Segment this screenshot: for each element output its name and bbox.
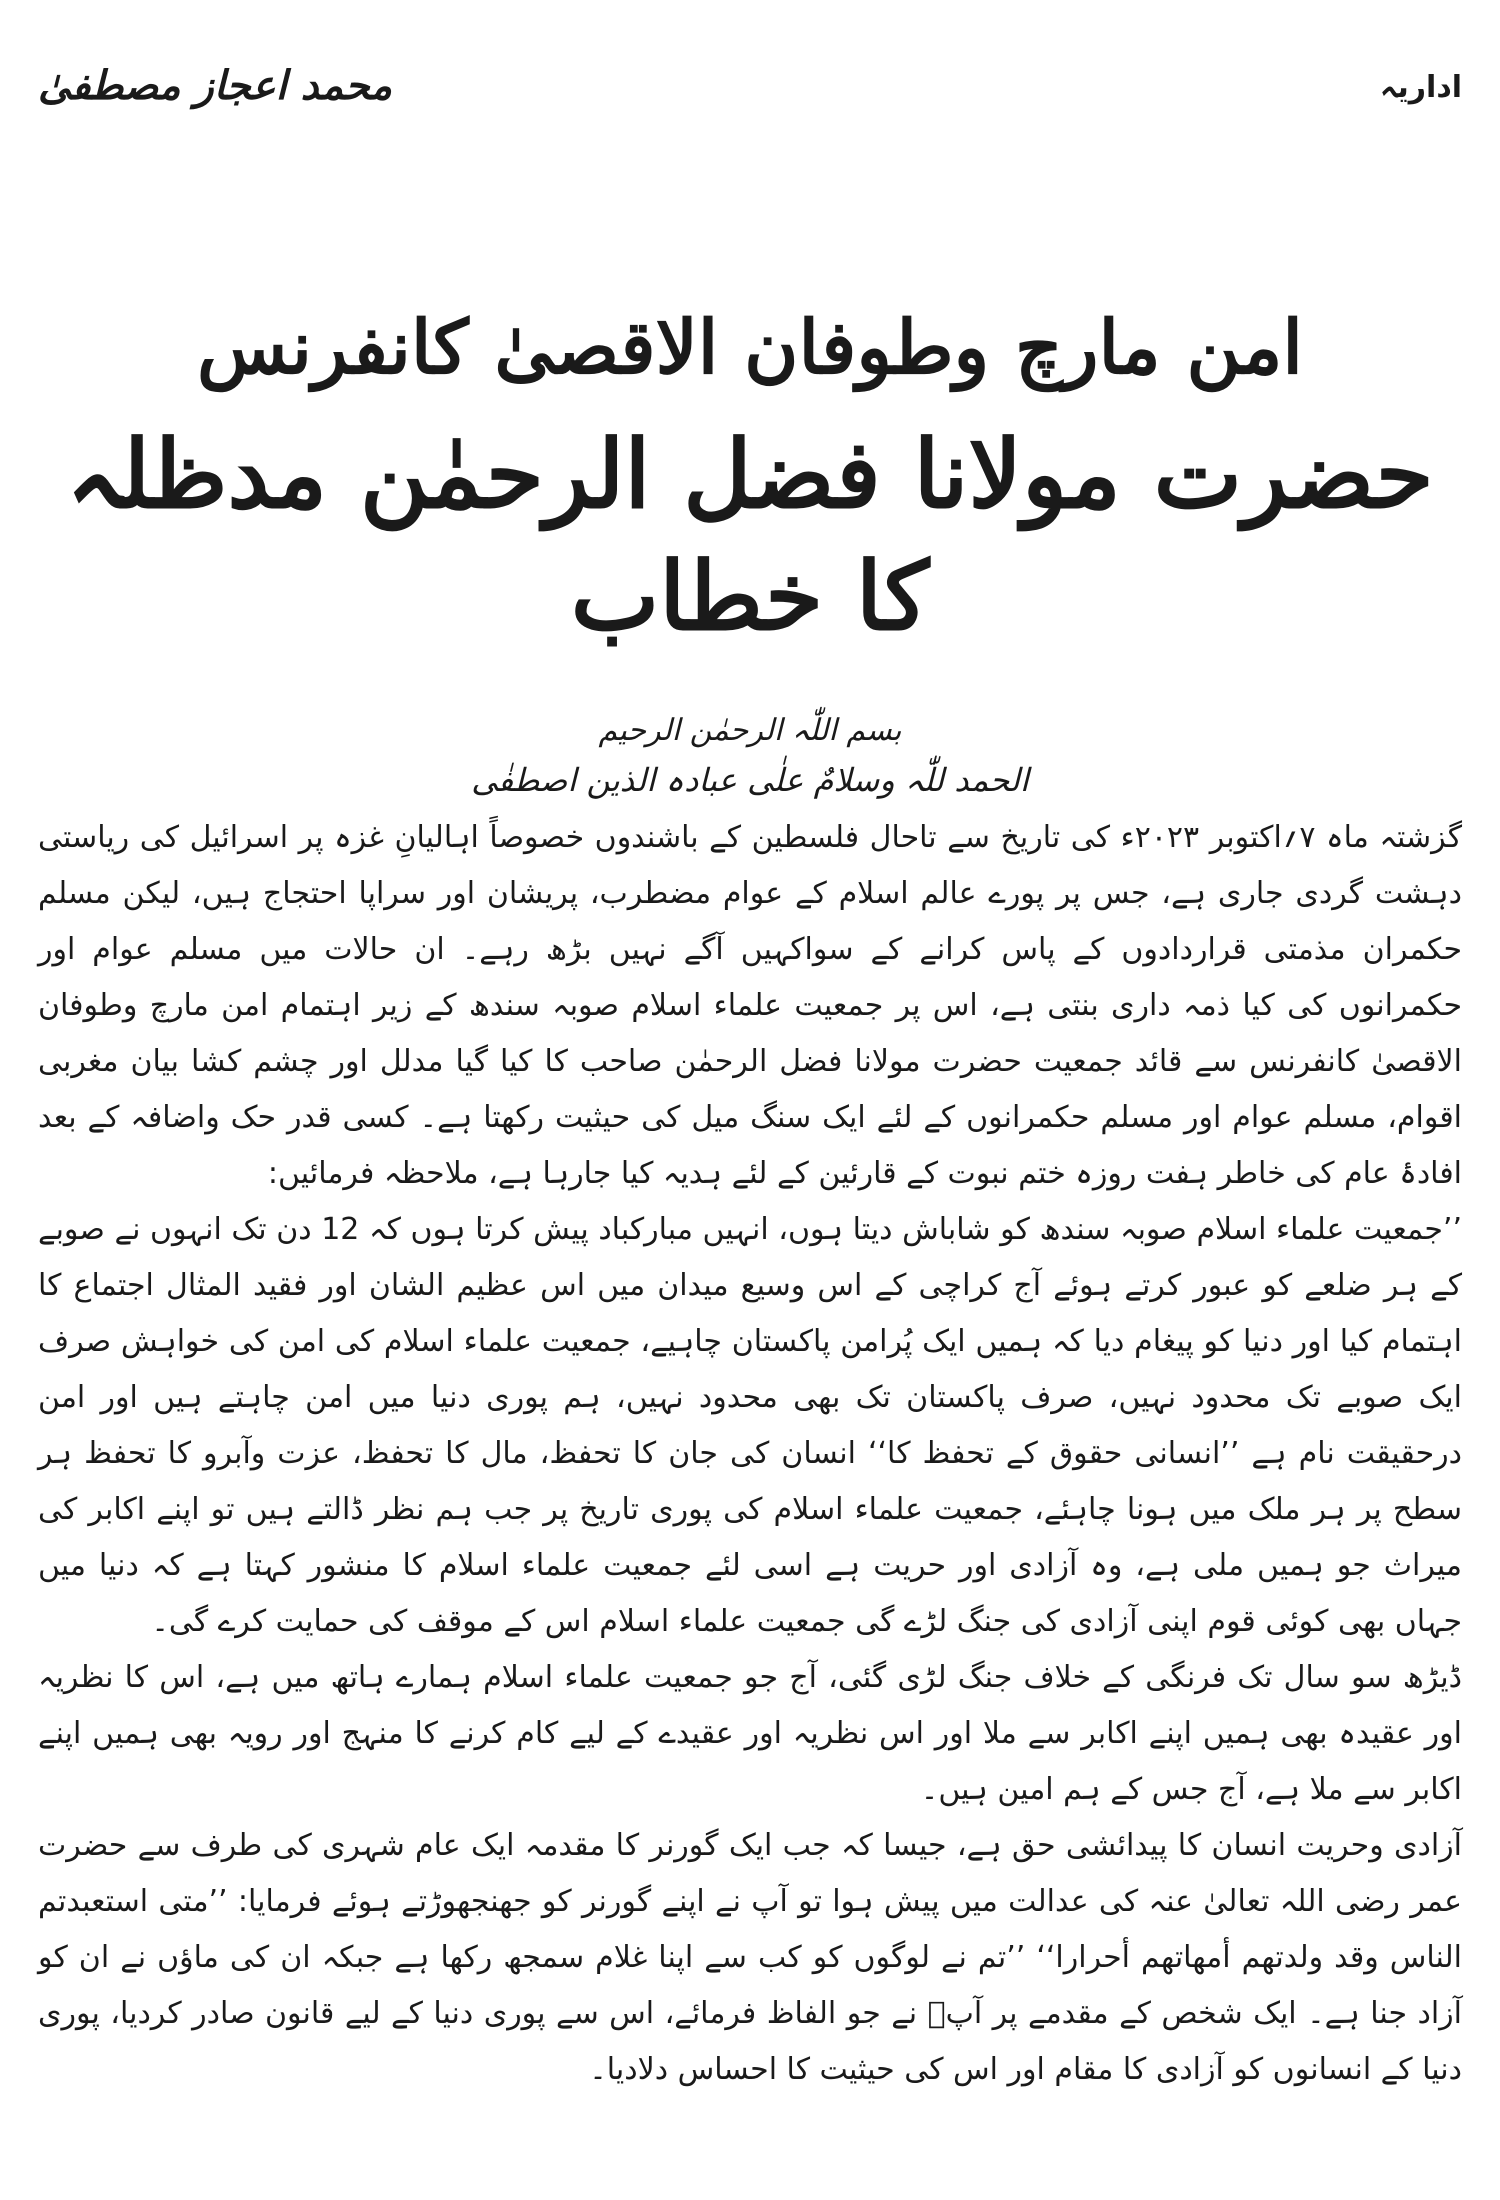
author-name: محمد اعجاز مصطفیٰ — [38, 62, 393, 109]
article-title-line-2: حضرت مولانا فضل الرحمٰن مدظلہ کا خطاب — [66, 420, 1434, 653]
paragraph: گزشتہ ماہ ۷؍اکتوبر ۲۰۲۳ء کی تاریخ سے تاحال فلسطین کے باشندوں خصوصاً اہالیانِ غزہ پر اسرائیل کی ریاستی دہشت گردی جاری ہے، جس پر پورے عالم اسلام کے عوام مضطرب، پریشان اور سراپا احتجاج ہیں، لیکن مسلم حکمران مذمتی قراردادوں کے پاس کرانے کے سواکہیں آگے نہیں بڑھ رہے۔ ان حالات میں مسلم عوام اور حکمرانوں کی کیا ذمہ داری بنتی ہے، اس پر جمعیت علماء اسلام صوبہ سندھ کے زیر اہتمام امن مارچ وطوفان الاقصیٰ کانفرنس سے قائد جمعیت حضرت مولانا فضل الرحمٰن صاحب کا کیا گیا مدلل اور چشم کشا بیان مغربی اقوام، مسلم عوام اور مسلم حکمرانوں کے لئے ایک سنگ میل کی حیثیت رکھتا ہے۔ کسی قدر حک واضافہ کے بعد افادۂ عام کی خاطر ہفت روزہ ختم نبوت کے قارئین کے لئے ہدیہ کیا جارہا ہے، ملاحظہ فرمائیں: — [38, 819, 1463, 1191]
page-header — [38, 40, 1462, 130]
invocation — [38, 707, 1462, 806]
section-label: اداریہ — [1379, 70, 1462, 105]
article-titles — [38, 300, 1462, 659]
paragraph: ڈیڑھ سو سال تک فرنگی کے خلاف جنگ لڑی گئی، آج جو جمعیت علماء اسلام ہمارے ہاتھ میں ہے، اس کا نظریہ اور عقیدہ بھی ہمیں اپنے اکابر سے ملا اور اس نظریہ اور عقیدے کے لیے کام کرنے کا منہج اور رویہ بھی ہمیں اپنے اکابر سے ملا ہے، آج جس کے ہم امین ہیں۔ — [38, 1659, 1462, 1807]
paragraph: ’’جمعیت علماء اسلام صوبہ سندھ کو شاباش دیتا ہوں، انہیں مبارکباد پیش کرتا ہوں کہ 12 دن تک انہوں نے صوبے کے ہر ضلعے کو عبور کرتے ہوئے آج کراچی کے اس وسیع میدان میں اس عظیم الشان اور فقید المثال اجتماع کا اہتمام کیا اور دنیا کو پیغام دیا کہ ہمیں ایک پُرامن پاکستان چاہیے، جمعیت علماء اسلام کی امن کی خواہش صرف ایک صوبے تک محدود نہیں، صرف پاکستان تک بھی محدود نہیں، ہم پوری دنیا میں امن چاہتے ہیں اور امن درحقیقت نام ہے ’’انسانی حقوق کے تحفظ کا‘‘ انسان کی جان کا تحفظ، مال کا تحفظ، عزت وآبرو کا تحفظ ہر سطح پر ہر ملک میں ہونا چاہئے، جمعیت علماء اسلام کی پوری تاریخ پر جب ہم نظر ڈالتے ہیں تو اپنے اکابر کی میراث جو ہمیں ملی ہے، وہ آزادی اور حریت ہے اسی لئے جمعیت علماء اسلام کا منشور کہتا ہے کہ دنیا میں جہاں بھی کوئی قوم اپنی آزادی کی جنگ لڑے گی جمعیت علماء اسلام اس کے موقف کی حمایت کرے گی۔ — [38, 1211, 1462, 1639]
hamd-line: الحمد للّٰہ وسلامٌ علٰی عبادہ الذین اصطفٰی — [471, 760, 1029, 799]
article-title-line-1: امن مارچ وطوفان الاقصیٰ کانفرنس — [197, 305, 1303, 391]
bismillah: بسم اللّٰہ الرحمٰن الرحیم — [598, 712, 902, 748]
article-body — [38, 810, 1462, 2098]
paragraph: آزادی وحریت انسان کا پیدائشی حق ہے، جیسا کہ جب ایک گورنر کا مقدمہ ایک عام شہری کی طرف سے حضرت عمر رضی اللہ تعالیٰ عنہ کی عدالت میں پیش ہوا تو آپ نے اپنے گورنر کو جھنجھوڑتے ہوئے فرمایا: ’’متی استعبدتم الناس وقد ولدتھم أمھاتھم أحرارا‘‘ ’’تم نے لوگوں کو کب سے اپنا غلام سمجھ رکھا ہے جبکہ ان کی ماؤں نے ان کو آزاد جنا ہے۔ ایک شخص کے مقدمے پر آپؓ نے جو الفاظ فرمائے، اس سے پوری دنیا کے لیے قانون صادر کردیا، پوری دنیا کے انسانوں کو آزادی کا مقام اور اس کی حیثیت کا احساس دلادیا۔ — [38, 1827, 1462, 2087]
